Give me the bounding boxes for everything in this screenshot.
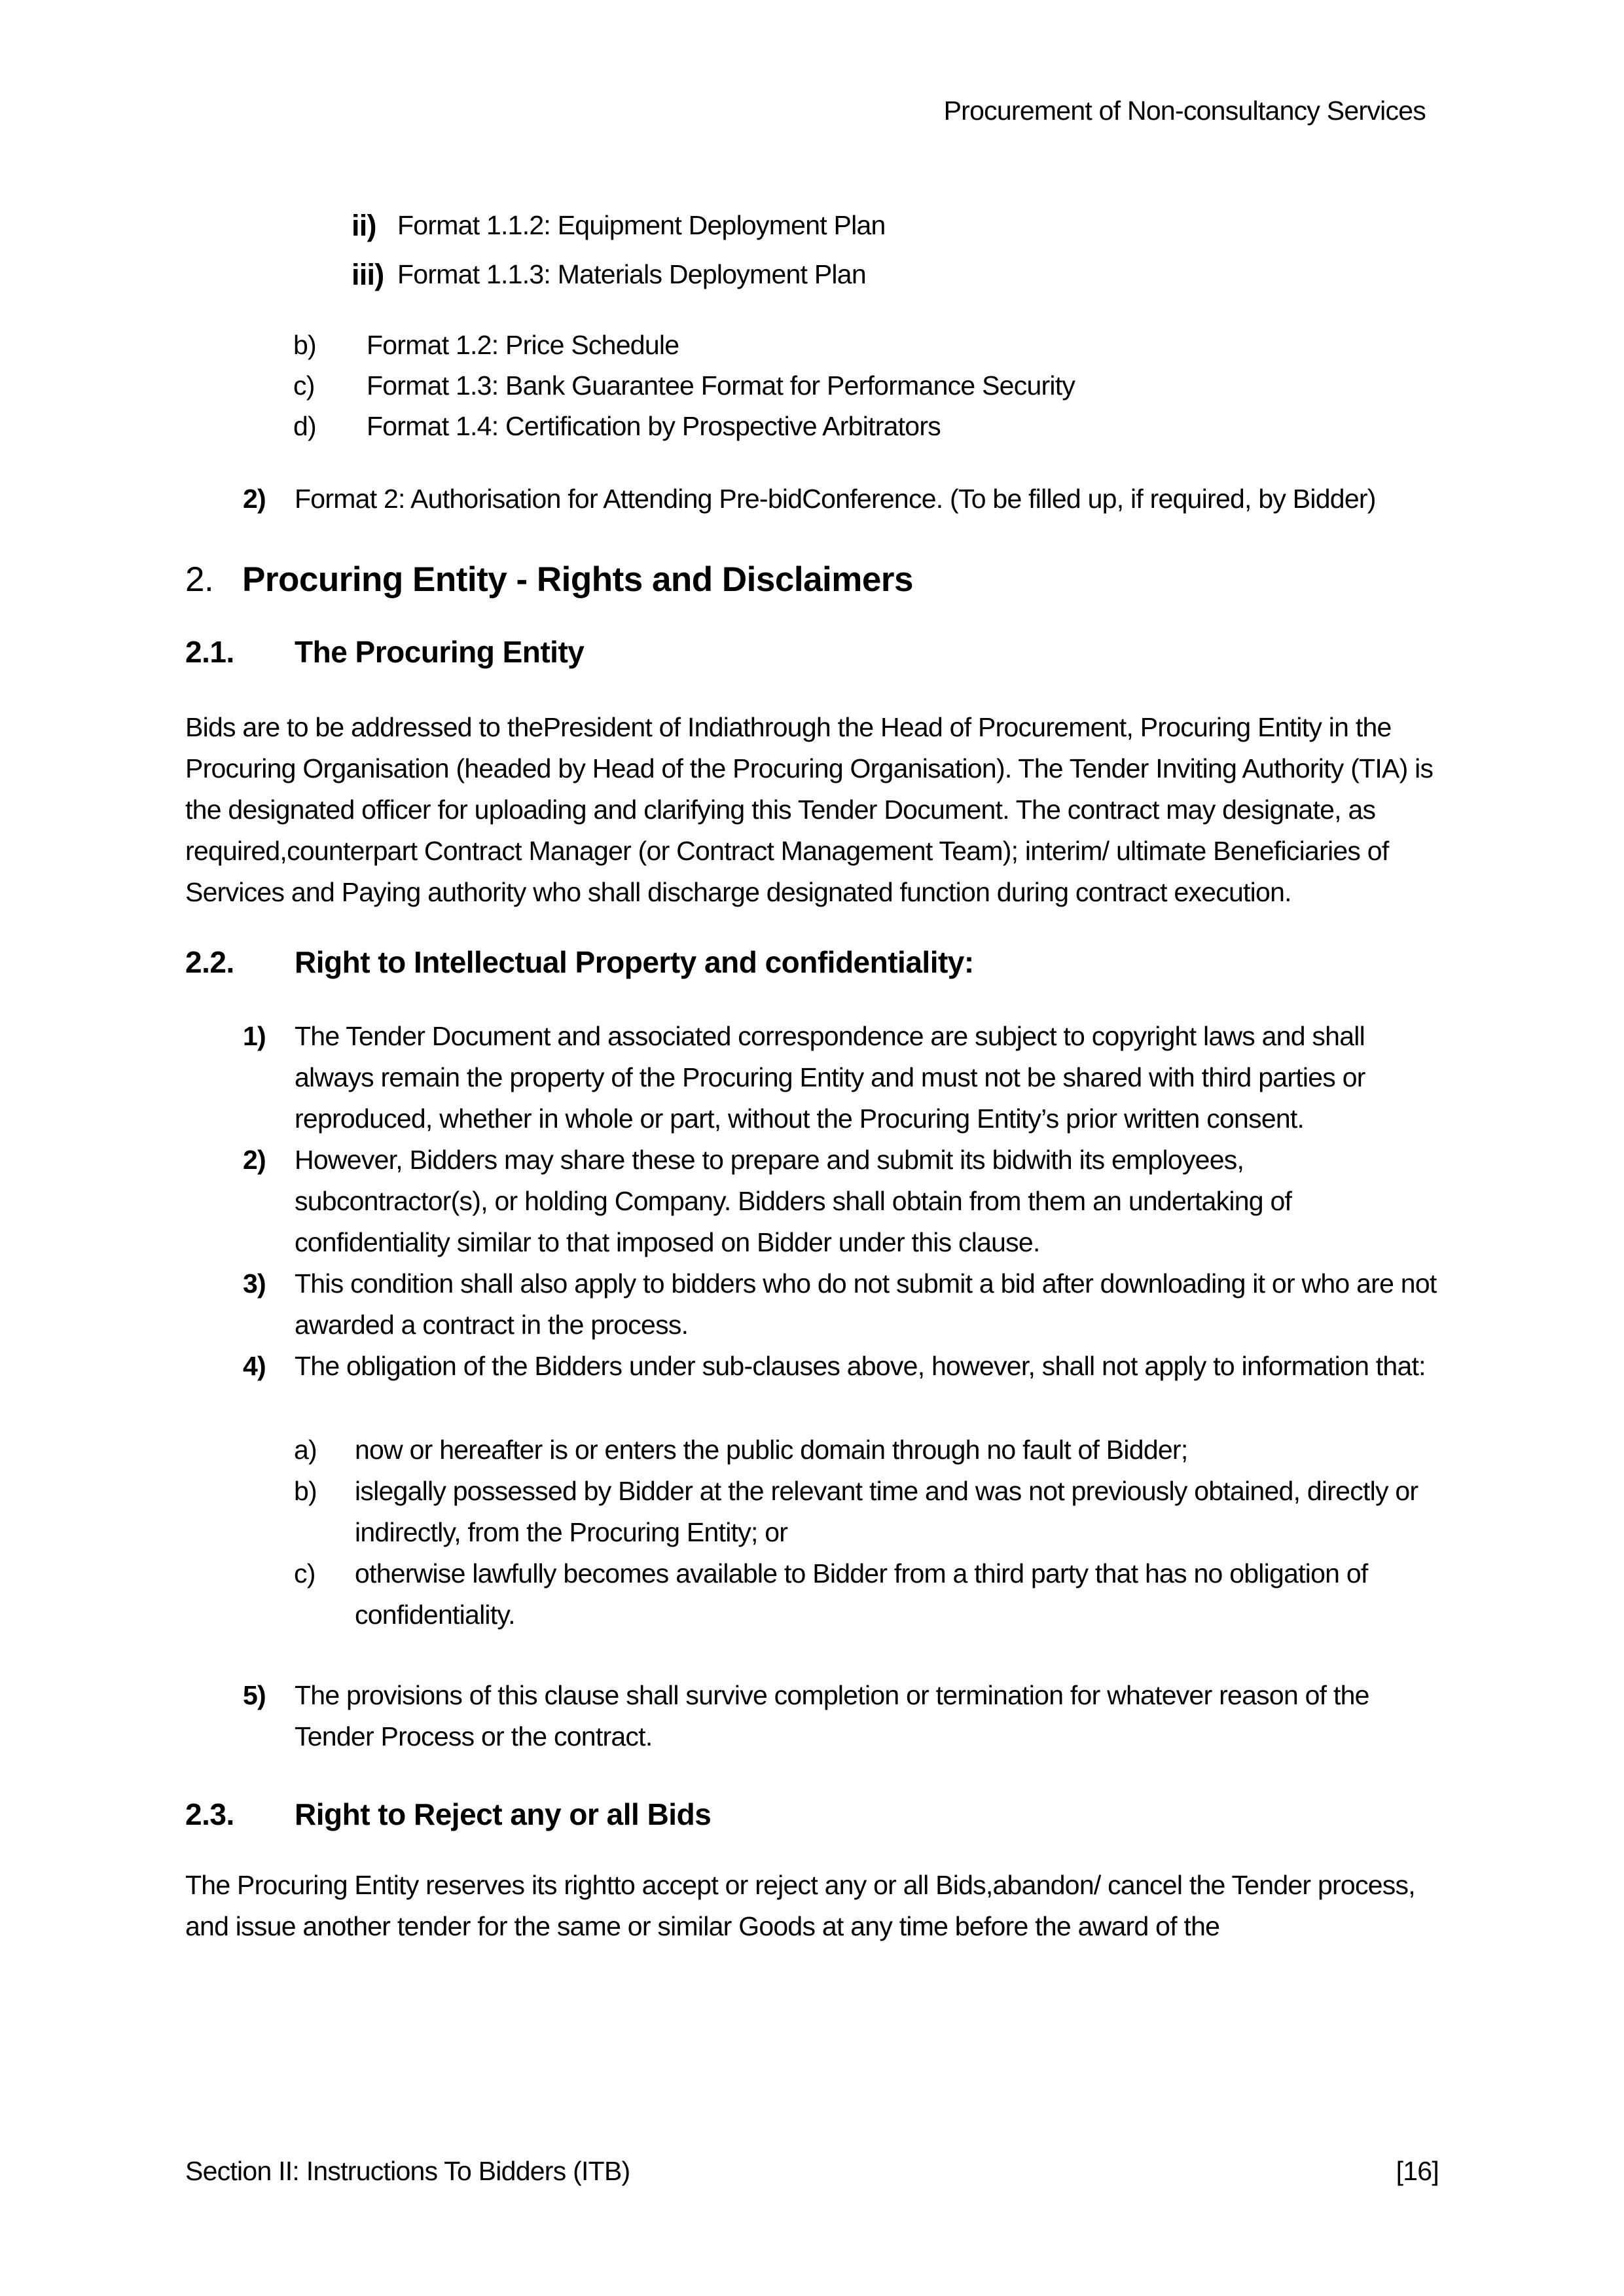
list-marker: d): [293, 411, 316, 441]
subsection-title: Right to Intellectual Property and confidentiality:: [295, 945, 974, 979]
numbered-list-item: [185, 1139, 1439, 1263]
numbered-list: [185, 1016, 1439, 1387]
numbered-list-item: [185, 1016, 1439, 1139]
format2-item: [185, 478, 1439, 520]
list-item: [185, 250, 1439, 299]
list-text: This condition shall also apply to bidders who do not submit a bid after downloading it or who are not awarded a contract in the process.: [295, 1268, 1437, 1340]
paragraph-23: The Procuring Entity reserves its rightto accept or reject any or all Bids,abandon/ cancel the Tender process, and issue another tender for the same or similar Goods at any time before the award of the: [185, 1870, 1415, 1941]
page-footer: [185, 2151, 1439, 2191]
page-header-title: Procurement of Non-consultancy Services: [943, 96, 1426, 126]
list-text: The provisions of this clause shall survive completion or termination for whatever reason of the Tender Process or the contract.: [295, 1680, 1369, 1751]
list-text: The obligation of the Bidders under sub-clauses above, however, shall not apply to information that:: [295, 1351, 1426, 1381]
subsection-heading-22: [185, 941, 1439, 984]
list-item: [185, 365, 1439, 406]
list-marker: 4): [243, 1351, 266, 1381]
numbered-list-item: [185, 1263, 1439, 1346]
sub-list-item: [185, 1553, 1439, 1636]
list-item: [185, 406, 1439, 446]
list-marker: 2): [243, 484, 266, 514]
section-heading: [185, 555, 1439, 605]
subsection-title: The Procuring Entity: [295, 635, 585, 669]
list-marker: a): [294, 1435, 317, 1465]
section-title: Procuring Entity - Rights and Disclaimers: [242, 560, 913, 599]
paragraph-21: Bids are to be addressed to thePresident of Indiathrough the Head of Procurement, Procuring Entity in the Procuring Organisation (headed by Head of the Procuring Organisation). The Tender Inviting Authority (TIA) is the designated officer for uploading and clarifying this Tender Document. The contract may designate, as required,counterpart Contract Manager (or Contract Management Team); interim/ ultimate Beneficiaries of Services and Paying authority who shall discharge designated function during contract execution.: [185, 712, 1434, 907]
list-text: However, Bidders may share these to prepare and submit its bidwith its employees, subcontractor(s), or holding Company. Bidders shall obtain from them an undertaking of confidentiality similar to that imposed on Bidder under this clause.: [295, 1145, 1292, 1257]
format-letter-list: [185, 325, 1439, 446]
list-item: [185, 201, 1439, 250]
list-marker: b): [294, 1476, 317, 1506]
list-text: Format 1.2: Price Schedule: [367, 330, 679, 360]
numbered-list-item: [185, 1346, 1439, 1387]
sub-list-item: [185, 1471, 1439, 1553]
list-text: otherwise lawfully becomes available to Bidder from a third party that has no obligation of confidentiality.: [355, 1558, 1368, 1630]
subsection-heading-23: [185, 1793, 1439, 1836]
list-text: Format 2: Authorisation for Attending Pre-bidConference. (To be filled up, if required, by Bidder): [295, 484, 1376, 514]
subsection-number: 2.3.: [185, 1797, 234, 1831]
list-marker: ii): [352, 209, 376, 242]
list-marker: 5): [243, 1680, 266, 1710]
sub-letter-list: [185, 1429, 1439, 1636]
list-text: Format 1.1.2: Equipment Deployment Plan: [397, 210, 886, 240]
list-marker: 1): [243, 1021, 266, 1051]
list-text: Format 1.4: Certification by Prospective Arbitrators: [367, 411, 941, 441]
subsection-title: Right to Reject any or all Bids: [295, 1797, 712, 1831]
list-marker: c): [293, 370, 315, 401]
list-text: islegally possessed by Bidder at the relevant time and was not previously obtained, directly or indirectly, from the Procuring Entity; or: [355, 1476, 1418, 1547]
page-header: [185, 90, 1426, 132]
list-marker: 2): [243, 1145, 266, 1175]
list-marker: c): [294, 1558, 316, 1588]
list-text: Format 1.1.3: Materials Deployment Plan: [397, 259, 866, 289]
list-marker: 3): [243, 1268, 266, 1299]
list-marker: iii): [352, 258, 384, 291]
format-roman-list: [185, 201, 1439, 299]
footer-section-label: Section II: Instructions To Bidders (ITB): [185, 2156, 630, 2186]
list-text: Format 1.3: Bank Guarantee Format for Performance Security: [367, 370, 1075, 401]
list-text: now or hereafter is or enters the public domain through no fault of Bidder;: [355, 1435, 1188, 1465]
subsection-heading-21: [185, 630, 1439, 673]
numbered-list-item: [185, 1675, 1439, 1757]
subsection-number: 2.2.: [185, 945, 234, 979]
list-item: [185, 325, 1439, 365]
footer-page-number: [16]: [1396, 2156, 1439, 2186]
sub-list-item: [185, 1429, 1439, 1471]
list-marker: b): [293, 330, 316, 360]
list-text: The Tender Document and associated correspondence are subject to copyright laws and shall always remain the property of the Procuring Entity and must not be shared with third parties or reproduced, whether in whole or part, without the Procuring Entity’s prior written consent.: [295, 1021, 1365, 1134]
subsection-number: 2.1.: [185, 635, 234, 669]
section-number: 2.: [185, 560, 214, 599]
